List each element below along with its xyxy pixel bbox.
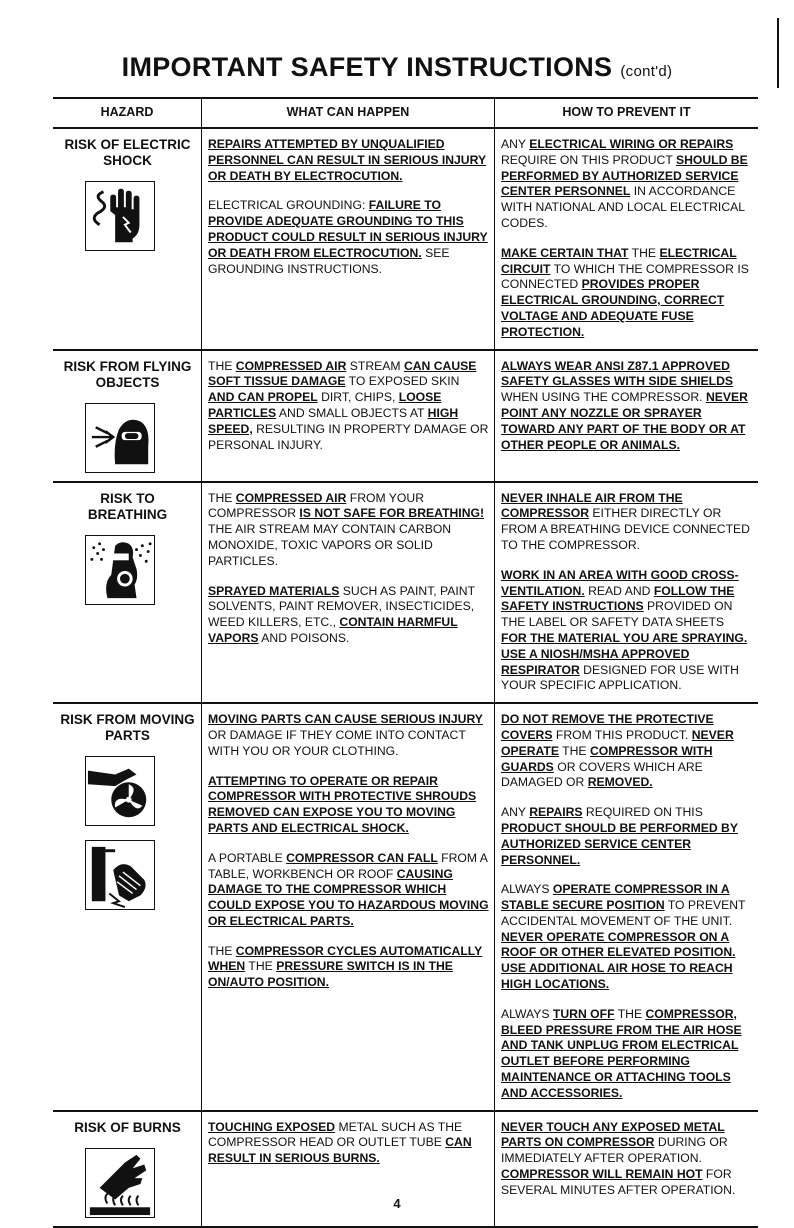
how-to-prevent-cell [495, 350, 759, 482]
instruction-paragraph [501, 568, 753, 694]
instruction-paragraph [501, 1120, 753, 1199]
emphasized-text: USE ADDITIONAL AIR HOSE TO REACH HIGH LOCATIONS. [501, 961, 733, 992]
table-row [53, 703, 758, 1111]
text-run: TO EXPOSED SKIN [345, 374, 460, 389]
instruction-paragraph [501, 246, 753, 341]
text-run: THE [245, 959, 277, 974]
emphasized-text: COMPRESSOR, BLEED PRESSURE FROM THE AIR HOSE AND TANK UNPLUG FROM ELECTRICAL OUTLET BEFORE PERFORMING MAINTENANCE OR ATTACHING TOOLS AND ACCESSORIES. [501, 1006, 742, 1100]
instruction-paragraph [208, 491, 489, 570]
text-run: EITHER DIRECTLY OR FROM A BREATHING DEVICE CONNECTED TO THE COMPRESSOR. [501, 506, 750, 552]
text-run: AND SMALL OBJECTS AT [276, 405, 428, 420]
hazard-title: RISK OF BURNS [74, 1119, 181, 1135]
emphasized-text: FOR THE MATERIAL YOU ARE SPRAYING. USE A NIOSH/MSHA APPROVED RESPIRATOR [501, 630, 748, 677]
instruction-paragraph [208, 851, 489, 930]
how-to-prevent-cell [495, 482, 759, 704]
text-run: ANY [501, 137, 530, 151]
emphasized-text: PROVIDES PROPER ELECTRICAL GROUNDING, CORRECT VOLTAGE AND ADEQUATE FUSE PROTECTION. [501, 277, 725, 339]
emphasized-text: CAN RESULT IN SERIOUS BURNS. [208, 1135, 472, 1166]
text-run: SEE GROUNDING INSTRUCTIONS. [208, 245, 450, 276]
instruction-paragraph [208, 137, 489, 184]
emphasized-text: REPAIRS ATTEMPTED BY UNQUALIFIED PERSONNEL CAN RESULT IN SERIOUS INJURY OR DEATH BY ELECTROCUTION. [208, 137, 487, 183]
emphasized-text: COMPRESSED AIR [235, 358, 347, 373]
emphasized-text: REMOVED. [587, 775, 653, 790]
emphasized-text: COMPRESSOR CYCLES AUTOMATICALLY WHEN [208, 943, 483, 974]
emphasized-text: ALWAYS WEAR ANSI Z87.1 APPROVED SAFETY GLASSES WITH SIDE SHIELDS [501, 358, 734, 389]
emphasized-text: ELECTRICAL CIRCUIT [501, 245, 737, 276]
hazard-cell [53, 128, 202, 350]
what-can-happen-cell [202, 128, 495, 350]
emphasized-text: PRESSURE SWITCH IS IN THE ON/AUTO POSITION. [208, 959, 453, 990]
text-run: OR COVERS WHICH ARE DAMAGED OR [501, 759, 703, 790]
page-title [0, 52, 794, 83]
hazard-title: RISK FROM FLYING OBJECTS [63, 358, 192, 390]
instruction-paragraph [501, 805, 753, 868]
text-run: REQUIRED ON THIS [582, 805, 703, 820]
what-can-happen-cell [202, 703, 495, 1111]
instruction-paragraph [208, 712, 489, 759]
emphasized-text: NEVER OPERATE COMPRESSOR ON A ROOF OR OTHER ELEVATED POSITION. [501, 929, 736, 960]
emphasized-text: LOOSE PARTICLES [208, 390, 442, 420]
text-run: THE [208, 358, 236, 373]
emphasized-text: FAILURE TO PROVIDE ADEQUATE GROUNDING TO THIS PRODUCT COULD RESULT IN SERIOUS INJURY OR DEATH FROM ELECTROCUTION. [208, 198, 488, 260]
electric-shock-hand-icon [85, 181, 155, 251]
instruction-paragraph [208, 359, 489, 454]
hazard-cell [53, 703, 202, 1111]
hazard-title: RISK FROM MOVING PARTS [60, 712, 195, 744]
hazard-title: RISK TO BREATHING [87, 490, 168, 522]
how-to-prevent-cell [495, 703, 759, 1111]
emphasized-text: MAKE CERTAIN THAT [501, 245, 629, 260]
text-run: THE [559, 743, 590, 758]
table-header-row [53, 98, 758, 128]
emphasized-text: NEVER INHALE AIR FROM THE COMPRESSOR [501, 490, 683, 521]
emphasized-text: COMPRESSOR WITH GUARDS [501, 743, 713, 774]
emphasized-text: PRODUCT SHOULD BE PERFORMED BY AUTHORIZED SERVICE CENTER PERSONNEL. [501, 820, 738, 867]
text-run: THE [208, 490, 236, 505]
text-run: THE [628, 245, 660, 260]
instruction-paragraph [501, 882, 753, 993]
emphasized-text: MOVING PARTS CAN CAUSE SERIOUS INJURY [208, 712, 483, 727]
emphasized-text: IS NOT SAFE FOR BREATHING! [299, 506, 485, 521]
emphasized-text: SPRAYED MATERIALS [208, 583, 340, 598]
text-run: RESULTING IN PROPERTY DAMAGE OR PERSONAL INJURY. [208, 421, 489, 452]
emphasized-text: OPERATE COMPRESSOR IN A STABLE SECURE POSITION [501, 882, 730, 913]
emphasized-text: ELECTRICAL WIRING OR REPAIRS [529, 137, 734, 151]
emphasized-text: TOUCHING EXPOSED [208, 1119, 336, 1134]
emphasized-text: COMPRESSOR WILL REMAIN HOT [501, 1167, 703, 1182]
emphasized-text: FOLLOW THE SAFETY INSTRUCTIONS [501, 583, 735, 614]
motor-shroud-icon [85, 840, 155, 910]
text-run: PROVIDED ON THE LABEL OR SAFETY DATA SHEETS [501, 599, 733, 630]
text-run: FOR SEVERAL MINUTES AFTER OPERATION. [501, 1167, 736, 1197]
instruction-paragraph [501, 359, 753, 454]
header-what-can-happen: WHAT CAN HAPPEN [202, 98, 495, 128]
text-run: READ AND [584, 583, 654, 598]
emphasized-text: DO NOT REMOVE THE PROTECTIVE COVERS [501, 712, 714, 742]
text-run: THE [208, 943, 236, 958]
safety-goggles-face-icon [85, 403, 155, 473]
emphasized-text: WORK IN AN AREA WITH GOOD CROSS-VENTILATION. [501, 567, 739, 598]
text-run: AND POISONS. [258, 630, 350, 645]
instruction-paragraph [208, 774, 489, 837]
text-run: IN ACCORDANCE WITH NATIONAL AND LOCAL ELECTRICAL CODES. [501, 184, 745, 230]
emphasized-text: NEVER TOUCH ANY EXPOSED METAL PARTS ON COMPRESSOR [501, 1119, 725, 1150]
what-can-happen-cell [202, 482, 495, 704]
text-run: A PORTABLE [208, 850, 287, 865]
hazard-cell [53, 482, 202, 704]
text-run: TO WHICH THE COMPRESSOR IS CONNECTED [501, 261, 749, 292]
text-run: WHEN USING THE COMPRESSOR. [501, 390, 706, 405]
how-to-prevent-cell [495, 128, 759, 350]
table-row [53, 482, 758, 704]
hazard-title: RISK OF ELECTRIC SHOCK [64, 137, 191, 168]
hazard-table [53, 97, 758, 1228]
text-run: STREAM [346, 358, 404, 373]
text-run: FROM THIS PRODUCT. [552, 727, 692, 742]
header-how-to-prevent: HOW TO PREVENT IT [495, 98, 759, 128]
text-run: DESIGNED FOR USE WITH YOUR SPECIFIC APPLICATION. [501, 662, 739, 693]
text-run: REQUIRE ON THIS PRODUCT [501, 152, 676, 167]
text-run: DIRT, CHIPS, [317, 390, 399, 405]
fan-blade-hand-icon [85, 756, 155, 826]
text-run: ELECTRICAL GROUNDING: [208, 198, 369, 213]
emphasized-text: COMPRESSOR CAN FALL [286, 850, 438, 865]
emphasized-text: AND CAN PROPEL [208, 390, 318, 405]
emphasized-text: ATTEMPTING TO OPERATE OR REPAIR COMPRESSOR WITH PROTECTIVE SHROUDS REMOVED CAN EXPOSE YOU TO MOVING PARTS AND ELECTRICAL SHOCK. [208, 773, 477, 835]
instruction-paragraph [208, 1120, 489, 1167]
text-run: METAL SUCH AS THE COMPRESSOR HEAD OR OUTLET TUBE [208, 1119, 463, 1150]
instruction-paragraph [208, 584, 489, 647]
text-run: TO PREVENT ACCIDENTAL MOVEMENT OF THE UNIT. [501, 898, 746, 928]
text-run: THE AIR STREAM MAY CONTAIN CARBON MONOXIDE, TOXIC VAPORS OR SOLID PARTICLES. [208, 522, 452, 568]
emphasized-text: COMPRESSED AIR [235, 490, 347, 505]
text-run: SUCH AS PAINT, PAINT SOLVENTS, PAINT REMOVER, INSECTICIDES, WEED KILLERS, ETC., [208, 583, 475, 630]
header-hazard: HAZARD [53, 98, 202, 128]
emphasized-text: CONTAIN HARMFUL VAPORS [208, 615, 458, 645]
emphasized-text: TURN OFF [552, 1006, 615, 1021]
what-can-happen-cell [202, 350, 495, 482]
instruction-paragraph [501, 1007, 753, 1102]
text-run: FROM A TABLE, WORKBENCH OR ROOF [208, 850, 488, 881]
emphasized-text: CAUSING DAMAGE TO THE COMPRESSOR WHICH COULD EXPOSE YOU TO HAZARDOUS MOVING OR ELECTRICAL PARTS. [208, 866, 489, 928]
instruction-paragraph [501, 712, 753, 791]
emphasized-text: HIGH SPEED, [208, 405, 459, 436]
instruction-paragraph [208, 198, 489, 277]
text-run: FROM YOUR COMPRESSOR [208, 490, 425, 521]
text-run: OR DAMAGE IF THEY COME INTO CONTACT WITH YOU OR YOUR CLOTHING. [208, 727, 466, 758]
text-run: ANY [501, 805, 530, 820]
table-row [53, 128, 758, 350]
hazard-cell [53, 350, 202, 482]
text-run: DURING OR IMMEDIATELY AFTER OPERATION. [501, 1135, 728, 1166]
page-number: 4 [393, 1196, 401, 1211]
instruction-paragraph [501, 491, 753, 554]
emphasized-text: NEVER POINT ANY NOZZLE OR SPRAYER TOWARD ANY PART OF THE BODY OR AT OTHER PEOPLE OR ANIMALS. [501, 390, 748, 452]
instruction-paragraph [208, 944, 489, 991]
table-row [53, 350, 758, 482]
hazard-table-body [53, 128, 758, 1227]
respirator-spray-icon [85, 535, 155, 605]
emphasized-text: NEVER OPERATE [501, 727, 734, 758]
text-run: THE [614, 1006, 646, 1021]
instruction-paragraph [501, 137, 753, 232]
page-title-text: IMPORTANT SAFETY INSTRUCTIONS [121, 52, 613, 82]
text-run: ALWAYS [501, 882, 553, 897]
emphasized-text: REPAIRS [529, 805, 583, 820]
page-title-suffix: (cont'd) [620, 63, 673, 80]
text-run: ALWAYS [501, 1006, 553, 1021]
emphasized-text: CAN CAUSE SOFT TISSUE DAMAGE [208, 358, 477, 389]
emphasized-text: SHOULD BE PERFORMED BY AUTHORIZED SERVICE CENTER PERSONNEL [501, 152, 748, 199]
